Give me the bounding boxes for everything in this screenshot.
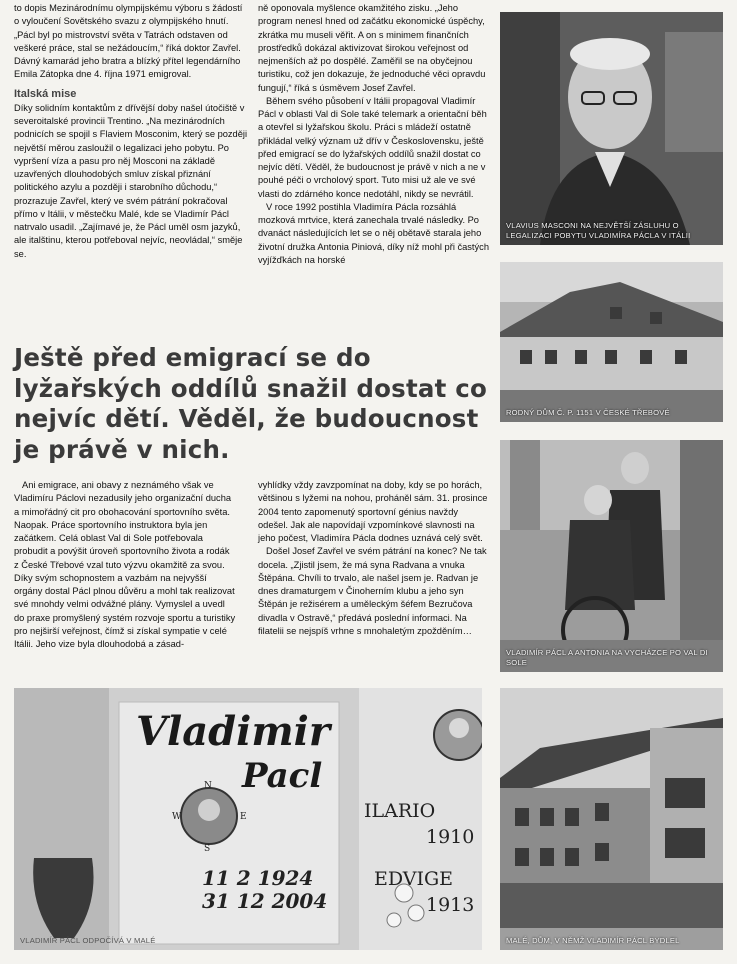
grave-birth-date: 11 2 1924	[202, 866, 314, 890]
grave-other-name-1: ILARIO	[364, 800, 436, 822]
wheelchair-photo	[500, 440, 723, 672]
paragraph: Během svého působení v Itálii propagoval Vladimír Pácl v oblasti Val di Sole také telemark a orientační běh a otevřel si lyžařskou školu. Práci s mládeží ostatně přikládal velký význam už dřív v Československu, ještě před emigrací se do lyžařských oddílů snažil dostat co nejvíc dětí. Věděl, že budoucnost je právě v nich a ne v pouhé péči o vrcholový sport. Tuto misi už ale ve své vlasti do zdárného konce nedotáhl, nikdy se nevrátil.	[258, 95, 487, 199]
paragraph: vyhlídky vždy zavzpomínat na doby, kdy se po horách, většinou s lyžemi na nohou, proháněl sám. 31. prosince 2004 tento zapomenutý sportovní génius navždy odešel. Jak ale napovídají vzpomínkové slavnosti na jeho počest, Vladimíra Pácla dodnes uznává celý svět.	[258, 480, 488, 543]
grave-photo	[14, 688, 482, 950]
grave-other-year-1: 1910	[426, 826, 475, 848]
paragraph: Ani emigrace, ani obavy z neznámého však ve Vladimíru Páclovi nezadusily jeho organizační ducha a mimořádný cit pro obohacování sportovního světa. Naopak. Práce sportovního instruktora byla jen začátkem. Celá oblast Val di Sole potřebovala probudit a povýšit úroveň sportovního života a rodák z České Třebové vzal tuto výzvu okamžitě za svou. Díky svým schopnostem a vazbám na nejvyšší orgány dostal Pácl plnou důvěru a mohl tak realizovat své mnohdy velmi odvážné plány. Vymyslel a uvedl do praxe promyšlený systém rozvoje sportu a turistiky pro nejširší veřejnost, čímž si získal sympatie v celé Itálii. Jeho vize byla dlouhodobá a zásad-	[14, 480, 236, 649]
paragraph: V roce 1992 postihla Vladimíra Pácla rozsáhlá mozková mrtvice, která zanechala trvalé následky. Po dvanáct následujících let se o něj obětavě starala jeho životní družka Antonia Piniová, díky níž mohl při častých vyjížďkách na horské	[258, 201, 489, 265]
paragraph: Došel Josef Zavřel ve svém pátrání na konec? Ne tak docela. „Zjistil jsem, že má syna Radvana a vnuka Štěpána. Chvíli to trvalo, ale našel jsem je. Radvan je dnes dramaturgem v Činoherním klubu a jeho syn Štěpán je režisérem a uměleckým šéfem Bezručova divadla v Ostravě,“ předává poslední informaci. Na filatelii se nejspíš vrhne s mnohaletým zpožděním…	[258, 546, 487, 636]
compass-east: E	[240, 812, 247, 822]
grave-name-first: Vladimir	[136, 708, 330, 755]
section-subhead: Italská mise	[14, 87, 77, 100]
photo-caption: VLADIMÍR PÁCL ODPOČÍVÁ V MALÉ	[20, 936, 156, 945]
compass-north: N	[204, 781, 212, 791]
photo-caption: RODNÝ DŮM Č. P. 1151 V ČESKÉ TŘEBOVÉ	[506, 408, 670, 417]
photo-caption: MALÉ, DŮM, V NĚMŽ VLADIMÍR PÁCL BYDLEL	[506, 936, 680, 945]
portrait-photo	[500, 12, 723, 245]
photo-caption: VLADIMÍR PÁCL A ANTONIA NA VYCHÁZCE PO VAL DI SOLE	[506, 648, 708, 667]
pull-quote: Ještě před emigrací se do lyžařských oddílů snažil dostat co nejvíc dětí. Věděl, že budoucnost je právě v nich.	[14, 343, 487, 464]
grave-death-date: 31 12 2004	[202, 889, 328, 913]
article-column-3	[14, 479, 236, 651]
paragraph: ně oponovala myšlence okamžitého zisku. „Jeho program nenesl hned od začátku ekonomické úspěchy, zkrátka mu museli věřit. A on s minimem finančních prostředků dokázal aktivizovat širokou veřejnost od nejmenších až po dospělé. Zaměřil se na obyčejnou turistiku, což jen dokazuje, že jednoduché věci opravdu fungují,“ říká s úsměvem Josef Zavřel.	[258, 3, 486, 93]
grave-other-year-2: 1913	[426, 894, 475, 916]
article-column-4	[258, 479, 490, 638]
grave-other-name-2: EDVIGE	[374, 868, 454, 890]
building-photo	[500, 688, 723, 950]
house-photo	[500, 262, 723, 422]
grave-name-last: Pacl	[242, 756, 323, 796]
compass-west: W	[172, 812, 182, 822]
photo-caption: VLAVIUS MASCONI NA NEJVĚTŠÍ ZÁSLUHU O LEGALIZACI POBYTU VLADIMÍRA PÁCLA V ITÁLII	[506, 221, 691, 240]
compass-south: S	[204, 844, 211, 854]
paragraph: Díky solidním kontaktům z dřívější doby našel útočiště v severoitalské provincii Trentino. „Na mezinárodních podnicích se spojil s Flaviem Mosconim, který se později největší měrou zasloužil o legalizaci jeho pobytu. Po vypršení víza a pasu pro něj Mosconi na základě uzavřených dlouhodobých smluv získal přiznání politického azylu a později i starobního důchodu,“ prozrazuje Zavřel, který ve svém pátrání pokračoval přímo v Itálii, v městečku Malé, kde se Vladimír Pácl natrvalo usadil. „Zajímavé je, že Pácl uměl osm jazyků, ale italštinu, kterou potřeboval nejvíc, neovládal,“ směje se.	[14, 102, 248, 259]
article-column-1	[14, 2, 250, 261]
paragraph: to dopis Mezinárodnímu olympijskému výboru s žádostí o vyloučení Sovětského svazu z olympijského hnutí. „Pácl byl po mistrovství světa v Tatrách odstaven od veškeré práce, stal se nežádoucím,“ říká doktor Zavřel. Dávný kamarád jeho bratra a blízký přítel legendárního Emila Zátopka dne 4. října 1971 emigroval.	[14, 3, 243, 80]
article-column-2	[258, 2, 494, 267]
